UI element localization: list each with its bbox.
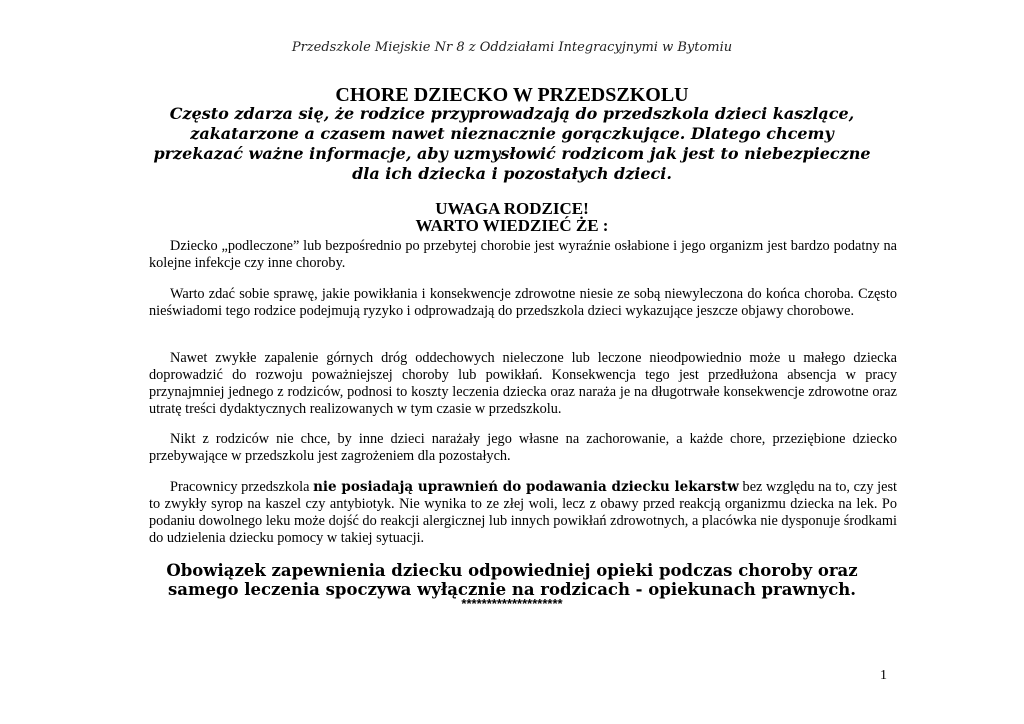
paragraph-4	[149, 431, 897, 465]
paragraph-5-start: Pracownicy przedszkola	[170, 479, 314, 495]
paragraph-2	[149, 286, 897, 320]
stars-divider: ********************	[461, 596, 563, 611]
page-number: 1	[880, 668, 887, 683]
paragraph-5-end: bez względu na to, czy jest to zwykły syrop na kaszel czy antybiotyk. Nie wynika to ze złej woli, lecz z obawy przed reakcją organizmu dziecka na lek. Po podaniu dowolnego leku może dojść do reakcji alergicznej lub innych powikłań zdrowotnych, a placówka nie dysponuje środkami do udzielenia dziecku pomocy w takiej sytuacji.	[149, 479, 897, 546]
warning-line-2: WARTO WIEDZIEĆ ŻE :	[415, 216, 609, 235]
warning-line-1: UWAGA RODZICE!	[435, 199, 589, 218]
closing-statement: Obowiązek zapewnienia dziecku odpowiedniej opieki podczas choroby oraz samego leczenia spoczywa wyłącznie na rodzicach - opiekunach prawnych.	[166, 561, 858, 599]
document-title: CHORE DZIECKO W PRZEDSZKOLU	[335, 84, 689, 106]
document-header: Przedszkole Miejskie Nr 8 z Oddziałami Integracyjnymi w Bytomiu	[291, 40, 733, 55]
paragraph-3-text: Nawet zwykłe zapalenie górnych dróg oddechowych nieleczone lub leczone nieodpowiednio może u małego dziecka doprowadzić do rozwoju poważniejszej choroby lub powikłań. Konsekwencja tego jest przedłużona absencja w pracy przynajmniej jednego z rodziców, podnosi to koszty leczenia dziecka oraz naraża je na długotrwałe konsekwencje zdrowotne oraz utratę treści dydaktycznych realizowanych w tym czasie w przedszkolu.	[149, 350, 897, 417]
document-subtitle: Często zdarza się, że rodzice przyprowadzają do przedszkola dzieci kaszlące, zakatarzone a czasem nawet nieznacznie gorączkujące. Dlatego chcemy przekazać ważne informacje, aby uzmysłowić rodzicom jak jest to niebezpieczne dla ich dziecka i pozostałych dzieci.	[153, 104, 871, 183]
paragraph-5-emphasis: nie posiadają uprawnień do podawania dziecku lekarstw	[313, 479, 739, 495]
paragraph-2-text: Warto zdać sobie sprawę, jakie powikłania i konsekwencje zdrowotne niesie ze sobą niewyleczona do końca choroba. Często nieświadomi tego rodzice podejmują ryzyko i odprowadzają do przedszkola dzieci wykazujące jeszcze objawy chorobowe.	[149, 286, 897, 319]
paragraph-4-text: Nikt z rodziców nie chce, by inne dzieci narażały jego własne na zachorowanie, a każde chore, przeziębione dziecko przebywające w przedszkolu jest zagrożeniem dla pozostałych.	[149, 431, 897, 464]
paragraph-5	[149, 479, 897, 547]
paragraph-1-text: Dziecko „podleczone” lub bezpośrednio po przebytej chorobie jest wyraźnie osłabione i jego organizm jest bardzo podatny na kolejne infekcje czy inne choroby.	[149, 238, 897, 271]
paragraph-1	[149, 238, 897, 272]
paragraph-3	[149, 350, 897, 418]
warning-heading	[0, 200, 1024, 234]
paragraph-5-text	[149, 479, 897, 547]
